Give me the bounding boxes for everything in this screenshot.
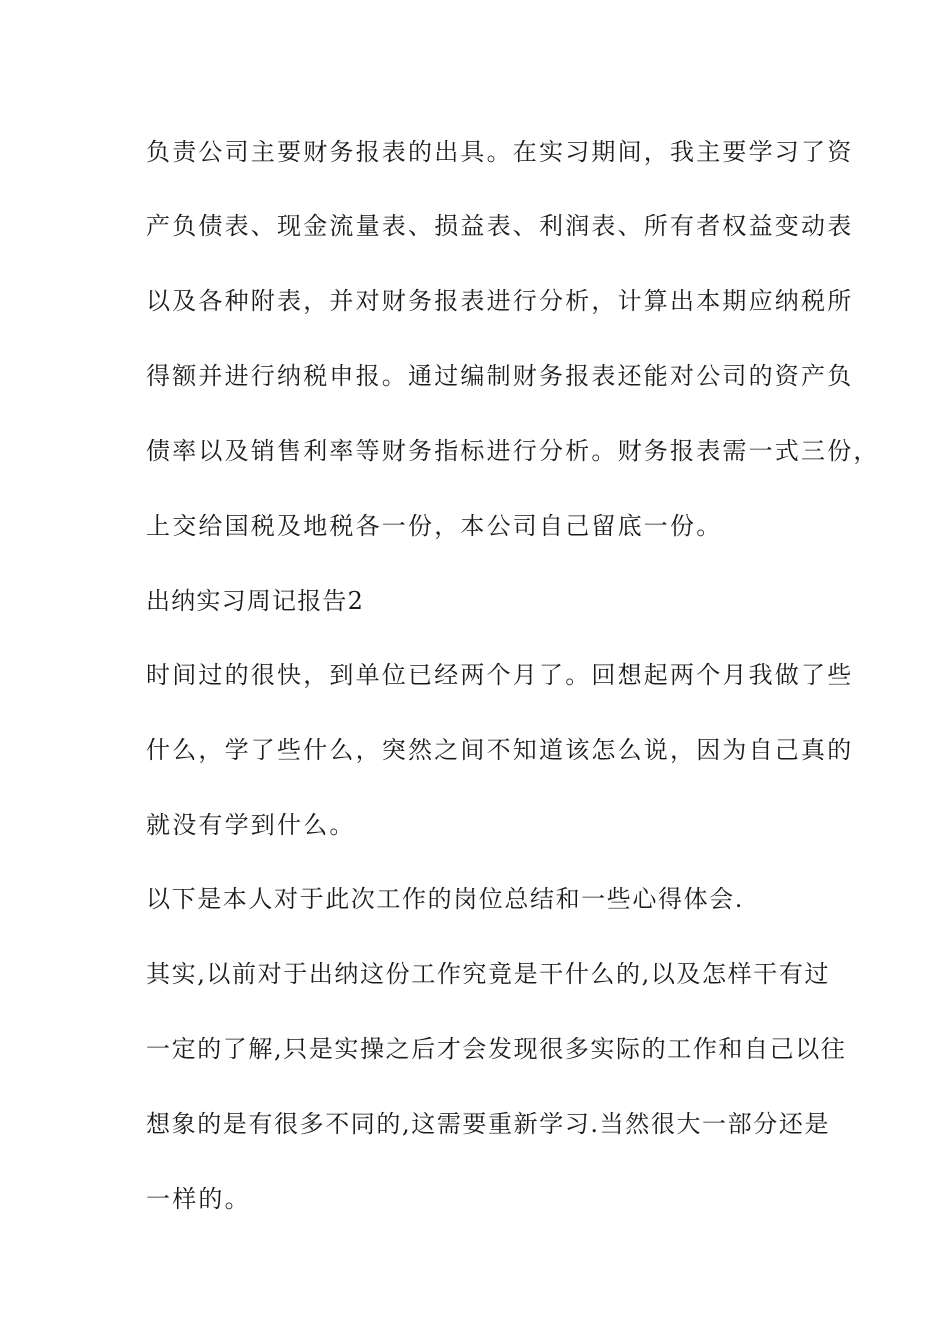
- paragraph-line: 债率以及销售利率等财务指标进行分析。财务报表需一式三份，: [146, 437, 880, 465]
- paragraph-line: 得额并进行纳税申报。通过编制财务报表还能对公司的资产负: [146, 362, 854, 390]
- paragraph-line: 产负债表、现金流量表、损益表、利润表、所有者权益变动表: [146, 212, 854, 240]
- paragraph-line: 其实,以前对于出纳这份工作究竟是干什么的,以及怎样干有过: [146, 960, 831, 988]
- section-heading: 出纳实习周记报告2: [146, 587, 365, 615]
- paragraph-line: 负责公司主要财务报表的出具。在实习期间，我主要学习了资: [146, 138, 854, 166]
- paragraph-line: 想象的是有很多不同的,这需要重新学习.当然很大一部分还是: [146, 1110, 831, 1138]
- paragraph-line: 一定的了解,只是实操之后才会发现很多实际的工作和自己以往: [146, 1035, 847, 1063]
- paragraph-line: 一样的。: [146, 1185, 251, 1213]
- paragraph-line: 时间过的很快，到单位已经两个月了。回想起两个月我做了些: [146, 661, 854, 689]
- paragraph-line: 就没有学到什么。: [146, 811, 356, 839]
- paragraph-line: 以下是本人对于此次工作的岗位总结和一些心得体会.: [146, 885, 745, 913]
- paragraph-line: 什么，学了些什么，突然之间不知道该怎么说，因为自己真的: [146, 736, 854, 764]
- paragraph-line: 上交给国税及地税各一份，本公司自己留底一份。: [146, 512, 723, 540]
- paragraph-line: 以及各种附表，并对财务报表进行分析，计算出本期应纳税所: [146, 287, 854, 315]
